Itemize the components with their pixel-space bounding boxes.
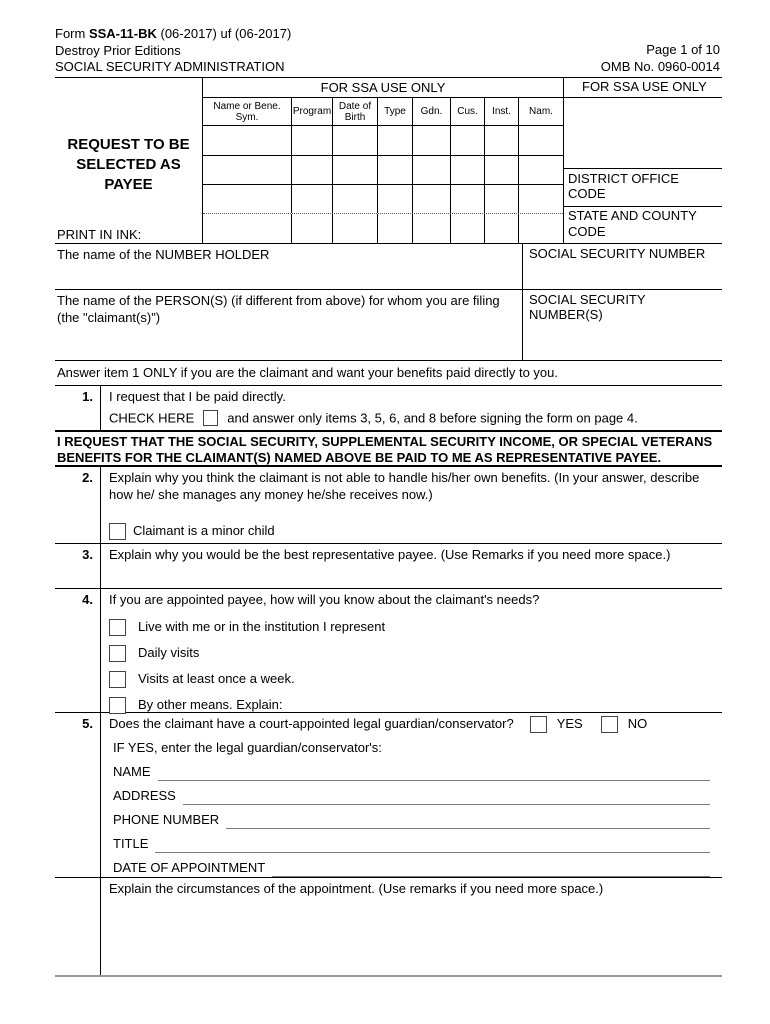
empty-cell [485, 214, 519, 243]
guardian-question-line [109, 716, 712, 733]
form-header-right [601, 42, 722, 77]
empty-cell [413, 156, 451, 184]
form-header [55, 26, 722, 77]
empty-cell [292, 156, 333, 184]
item-2-prompt: Explain why you think the claimant is not able to handle his/her own benefits. (In your answer, describe how he/ she manages any money he/she receives now.) [109, 470, 700, 502]
form-edition: (06-2017) uf (06-2017) [156, 26, 292, 41]
item-1-row [55, 385, 722, 430]
form-number: SSA-11-BK [88, 26, 157, 41]
col-type: Type [378, 98, 413, 125]
panel-spacer [564, 98, 722, 168]
no-label: NO [627, 716, 648, 732]
empty-cell [292, 126, 333, 155]
col-date-of-birth: Date of Birth [333, 98, 378, 125]
col-cus: Cus. [451, 98, 485, 125]
phone-number-label: PHONE NUMBER [113, 812, 220, 827]
item-5-number: 5. [55, 713, 101, 877]
item-3-number: 3. [55, 544, 101, 588]
empty-cell [519, 156, 563, 184]
item-5-content [101, 713, 722, 877]
title-cell [55, 78, 203, 243]
table-row [203, 155, 563, 184]
empty-cell [519, 185, 563, 213]
ssa-use-only-table [203, 78, 563, 243]
page-number: Page 1 of 10 [646, 42, 720, 57]
state-county-code-box: STATE AND COUNTY CODE [564, 206, 722, 243]
item-4-number: 4. [55, 589, 101, 712]
circumstances-row [55, 877, 722, 977]
date-write-line[interactable] [272, 861, 710, 877]
live-with-me-label: Live with me or in the institution I represent [138, 618, 386, 634]
weekly-visits-checkbox[interactable] [109, 671, 126, 688]
ssa-table-caption: FOR SSA USE ONLY [203, 78, 563, 98]
item-4-content [101, 589, 722, 712]
empty-cell [333, 126, 378, 155]
item-1-request-text: I request that I be paid directly. [109, 389, 286, 404]
guardian-address-row [109, 788, 712, 805]
empty-cell [519, 126, 563, 155]
ssa-table-header-row [203, 98, 563, 126]
title-label: TITLE [113, 836, 149, 851]
circumstances-number-cell [55, 878, 101, 975]
form-prefix: Form [55, 26, 89, 41]
item-2-number: 2. [55, 467, 101, 543]
guardian-name-row [109, 764, 712, 781]
agency-name: SOCIAL SECURITY ADMINISTRATION [55, 59, 285, 74]
empty-cell [485, 126, 519, 155]
office-codes-panel [563, 78, 722, 243]
col-inst: Inst. [485, 98, 519, 125]
phone-write-line[interactable] [226, 813, 710, 829]
guardian-date-row [109, 860, 712, 877]
col-program: Program [292, 98, 333, 125]
top-section [55, 77, 722, 244]
empty-cell [485, 156, 519, 184]
claimant-row [55, 289, 722, 360]
form-id-line [55, 26, 291, 43]
empty-cell [451, 156, 485, 184]
number-holder-row [55, 244, 722, 289]
daily-visits-label: Daily visits [138, 644, 200, 660]
empty-cell [451, 185, 485, 213]
check-here-label: CHECK HERE [109, 409, 195, 425]
omb-number: OMB No. 0960-0014 [600, 58, 720, 74]
circumstances-prompt: Explain the circumstances of the appointment. (Use remarks if you need more space.) [109, 881, 604, 896]
empty-cell [378, 126, 413, 155]
empty-cell [333, 156, 378, 184]
col-gdn: Gdn. [413, 98, 451, 125]
address-write-line[interactable] [183, 789, 710, 805]
yes-no-group [530, 716, 648, 733]
minor-child-checkbox[interactable] [109, 523, 126, 540]
guardian-phone-row [109, 812, 712, 829]
col-nam: Nam. [529, 106, 553, 117]
weekly-visits-label: Visits at least once a week. [138, 670, 295, 686]
destroy-prior-editions: Destroy Prior Editions [55, 42, 181, 58]
empty-cell [333, 185, 378, 213]
check-here-checkbox[interactable] [203, 410, 218, 426]
empty-cell [378, 156, 413, 184]
empty-cell [519, 214, 563, 243]
item-1-number: 1. [55, 386, 101, 430]
address-label: ADDRESS [113, 788, 176, 803]
ssn-label: SOCIAL SECURITY NUMBER [522, 244, 722, 289]
item-3-prompt: Explain why you would be the best representative payee. (Use Remarks if you need more space.) [109, 547, 671, 562]
empty-cell [203, 185, 292, 213]
option-line [109, 619, 712, 636]
answer-item1-note: Answer item 1 ONLY if you are the claimant and want your benefits paid directly to you. [55, 360, 722, 385]
item-4-prompt: If you are appointed payee, how will you know about the claimant's needs? [109, 592, 540, 607]
item-2-row [55, 467, 722, 543]
empty-cell [413, 214, 451, 243]
form-title: REQUEST TO BE SELECTED AS PAYEE [67, 136, 190, 193]
item-1-check-line [109, 410, 712, 428]
empty-cell [292, 214, 333, 243]
item-3-row [55, 543, 722, 588]
empty-cell [378, 185, 413, 213]
empty-cell [413, 126, 451, 155]
empty-cell [292, 185, 333, 213]
form-page [55, 26, 722, 977]
minor-child-label: Claimant is a minor child [133, 523, 275, 539]
title-write-line[interactable] [155, 837, 710, 853]
empty-cell [203, 214, 292, 243]
option-line [109, 671, 712, 688]
item-5-row [55, 712, 722, 877]
print-in-ink-label: PRINT IN INK: [57, 227, 142, 242]
other-means-checkbox[interactable] [109, 697, 126, 714]
empty-cell [203, 126, 292, 155]
empty-cell [451, 126, 485, 155]
item-2-content [101, 467, 722, 543]
empty-cell [378, 214, 413, 243]
col-name-bene-sym: Name or Bene. Sym. [203, 98, 292, 125]
empty-cell [485, 185, 519, 213]
ssns-label: SOCIAL SECURITY NUMBER(S) [522, 290, 722, 360]
representative-payee-banner: I REQUEST THAT THE SOCIAL SECURITY, SUPPLEMENTAL SECURITY INCOME, OR SPECIAL VETERANS BENEFITS FOR THE CLAIMANT(S) NAMED ABOVE BE PAID TO ME AS REPRESENTATIVE PAYEE. [55, 430, 722, 467]
no-checkbox[interactable] [601, 716, 618, 733]
item-4-row [55, 588, 722, 712]
table-row [203, 184, 563, 213]
minor-child-line [109, 523, 712, 540]
daily-visits-checkbox[interactable] [109, 645, 126, 662]
item-1-check-rest: and answer only items 3, 5, 6, and 8 before signing the form on page 4. [227, 409, 638, 425]
yes-label: YES [556, 716, 583, 732]
claimant-label: The name of the PERSON(S) (if different from above) for whom you are filing (the "claimant(s)") [57, 293, 500, 325]
item-1-content [101, 386, 722, 430]
if-yes-instruction: IF YES, enter the legal guardian/conservator's: [113, 740, 382, 755]
name-label: NAME [113, 764, 151, 779]
for-ssa-use-only-label: FOR SSA USE ONLY [564, 78, 722, 98]
date-of-appointment-label: DATE OF APPOINTMENT [113, 860, 266, 875]
live-with-me-checkbox[interactable] [109, 619, 126, 636]
option-line [109, 645, 712, 662]
empty-cell [413, 185, 451, 213]
name-write-line[interactable] [158, 765, 710, 781]
item-5-prompt: Does the claimant have a court-appointed legal guardian/conservator? [109, 716, 514, 732]
other-means-label: By other means. Explain: [138, 696, 283, 712]
district-office-code-box: DISTRICT OFFICE CODE [564, 168, 722, 206]
empty-cell [203, 156, 292, 184]
yes-checkbox[interactable] [530, 716, 547, 733]
form-header-left [55, 26, 291, 77]
number-holder-label: The name of the NUMBER HOLDER [57, 247, 270, 262]
guardian-title-row [109, 836, 712, 853]
table-row [203, 213, 563, 243]
option-line [109, 697, 712, 714]
empty-cell [451, 214, 485, 243]
table-row [203, 126, 563, 155]
empty-cell [333, 214, 378, 243]
